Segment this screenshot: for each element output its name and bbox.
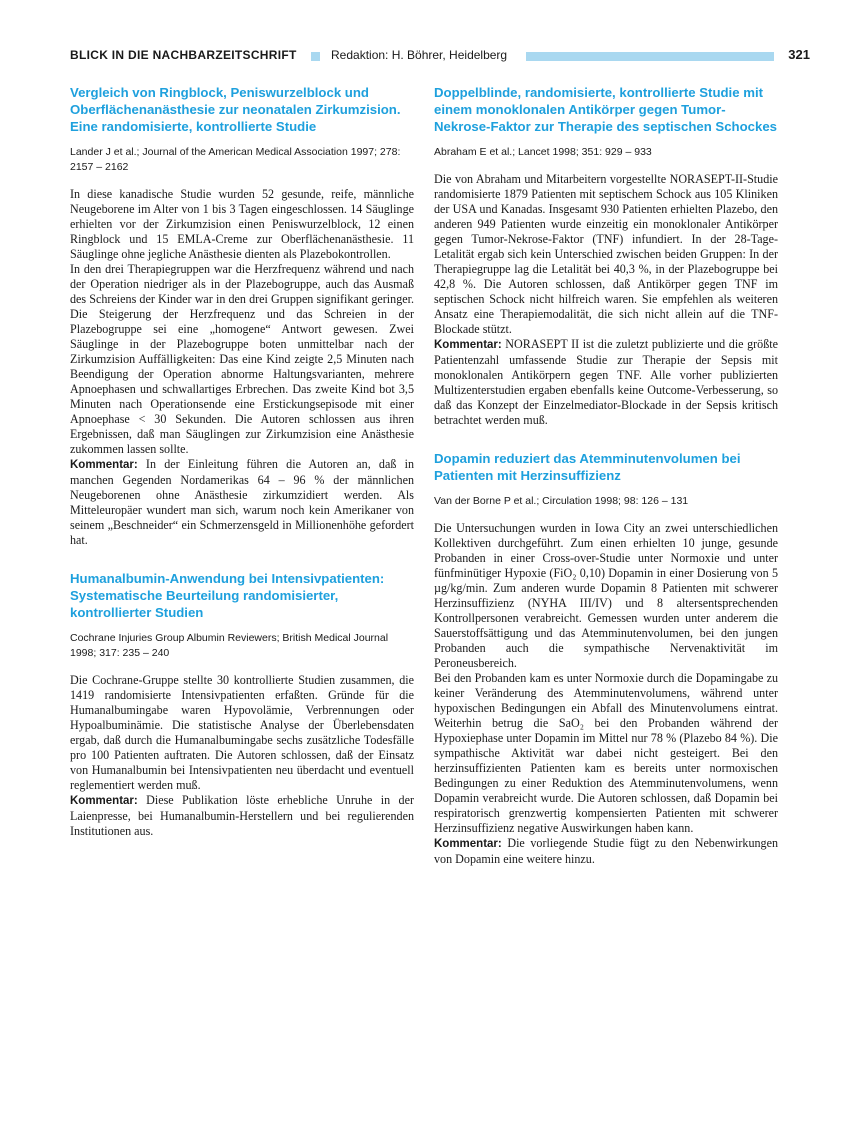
editor-credit: Redaktion: H. Böhrer, Heidelberg — [331, 48, 508, 62]
article-dopamin — [434, 450, 778, 867]
article-paragraph: In den drei Therapiegruppen war die Herzfrequenz während und nach der Operation niedriger als in der Plazebogruppe, auch das Ausmaß des Schreiens der Kinder war in den drei Gruppen signifikant geringer. Die Steigerung der Herzfrequenz und das Schreien in der Plazebogruppe sei eine „homogene“ Antwort gewesen. Zwei Säuglinge in der Plazebogruppe boten unmittelbar nach der Zirkumzision Auffälligkeiten: Das eine Kind zeigte 2,5 Minuten nach Beendigung der Operation abnorme Haltungsvarianten, mehrere Apnoephasen und schwallartiges Erbrechen. Das zweite Kind bot 3,5 Minuten nach Operationsende eine Erstickungsepisode mit einer Apnoephase < 30 Sekunden. Die Autoren schlossen aus ihren Ergebnissen, daß man Säuglingen zur Zirkumzision eine Anästhesie zukommen lassen sollte. — [70, 262, 414, 456]
article-norasept — [434, 84, 778, 428]
article-paragraph: Die Cochrane-Gruppe stellte 30 kontrollierte Studien zusammen, die 1419 randomisierte Intensivpatienten erfaßten. Gründe für die Humanalbumingabe waren Hypovolämie, Verbrennungen oder Hypoalbuminämie. Die statistische Analyse der Überlebensdaten ergab, daß durch die Humanalbumingabe sechs zusätzliche Todesfälle pro 100 Patienten auftraten. Die Autoren schlossen, daß der Einsatz von Humanalbumin bei Intensivpatienten neu überdacht und eventuell reglementiert werden muß. — [70, 673, 414, 792]
article-paragraph: Die von Abraham und Mitarbeitern vorgestellte NORASEPT-II-Studie randomisierte 1879 Patienten mit septischem Schock aus 105 Kliniken der USA und Kanadas. Insgesamt 930 Patienten erhielten Plazebo, den anderen 949 Patienten wurde einzeitig ein monoklonaler Antikörper gegen Tumor-Nekrose-Faktor (TNF) infundiert. In der 28-Tage-Letalität ergab sich kein Unterschied zwischen beiden Gruppen: In der Therapiegruppe lag die Letalität bei 40,3 %, in der Plazebogruppe bei 42,8 %. Die Autoren schlossen, daß Antikörper gegen TNF im septischen Schock nicht hilfreich waren. Sie empfehlen als weiteren Ansatz eine Therapiemodalität, die sich nicht allein auf die TNF-Blockade stützt. — [434, 172, 778, 336]
article-comment — [434, 337, 778, 428]
comment-label: Kommentar: — [70, 795, 138, 807]
article-paragraph: Bei den Probanden kam es unter Normoxie durch die Dopamingabe zu keiner Veränderung des Atemminutenvolumens, während unter hypoxischen Bedingungen ein Abfall des Minutenvolumens eintrat. Weiterhin betrug die SaO₂ bei den Probanden während der Hypoxiephase unter Dopamin im Mittel nur 78 % (Plazebo 84 %). Die sympathische Aktivität war dabei nicht gesteigert. Bei den herzinsuffizienten Patienten kam es bereits unter normoxischen Bedingungen zu einer Reduktion des Atemminutenvolumens, wenn Dopamin verabreicht wurde. Die Autoren schlossen, daß Dopamin bei respiratorisch grenzwertig kompensierten Patienten mit schwerer Herzinsuffizienz negative Auswirkungen haben kann. — [434, 671, 778, 835]
article-citation: Lander J et al.; Journal of the American Medical Association 1997; 278: 2157 – 2162 — [70, 146, 401, 173]
article-citation: Van der Borne P et al.; Circulation 1998; 98: 126 – 131 — [434, 495, 689, 507]
comment-text: Die vorliegende Studie fügt zu den Nebenwirkungen von Dopamin eine weitere hinzu. — [434, 836, 778, 866]
article-ringblock — [70, 84, 414, 548]
article-title: Humanalbumin-Anwendung bei Intensivpatienten: Systematische Beurteilung randomisierter, kontrollierter Studien — [70, 571, 385, 620]
article-comment — [70, 793, 414, 839]
section-title: BLICK IN DIE NACHBARZEITSCHRIFT — [70, 48, 297, 62]
article-comment — [434, 836, 778, 867]
article-title: Dopamin reduziert das Atemminutenvolumen bei Patienten mit Herzinsuffizienz — [434, 451, 741, 483]
article-citation: Abraham E et al.; Lancet 1998; 351: 929 – 933 — [434, 146, 652, 158]
comment-label: Kommentar: — [434, 838, 502, 850]
header-rule-bar — [526, 52, 774, 61]
left-column — [70, 84, 414, 861]
header-square-mark — [311, 52, 320, 61]
comment-text: Diese Publikation löste erhebliche Unruhe in der Laienpresse, bei Humanalbumin-Herstellern und bei regulierenden Institutionen aus. — [70, 793, 414, 838]
comment-label: Kommentar: — [70, 459, 138, 471]
article-citation: Cochrane Injuries Group Albumin Reviewers; British Medical Journal 1998; 317: 235 – 240 — [70, 632, 389, 659]
running-header — [70, 46, 810, 66]
article-comment — [70, 457, 414, 548]
comment-label: Kommentar: — [434, 339, 502, 351]
article-paragraph: Die Untersuchungen wurden in Iowa City an zwei unterschiedlichen Kollektiven durchgeführt. Zum einen erhielten 10 junge, gesunde Probanden in einer Cross-over-Studie unter Normoxie und unter fünfminütiger Hypoxie (FiO₂ 0,10) Dopamin in einer Dosierung von 5 µg/kg/min. Zum anderen wurde Dopamin 8 Patienten mit schwerer Herzinsuffizienz (NYHA III/IV) und 8 altersentsprechenden Kontrollpersonen verabreicht. Gemessen wurden unter anderem die Sauerstoffsättigung und das Atemminutenvolumen, bei den jungen Probanden auch die sympathische Nervenaktivität im Peroneusbereich. — [434, 521, 778, 670]
article-humanalbumin — [70, 570, 414, 839]
article-paragraph: In diese kanadische Studie wurden 52 gesunde, reife, männliche Neugeborene im Alter von 1 bis 3 Tagen eingeschlossen. 14 Säuglinge erhielten vor der Zirkumzision einen Peniswurzelblock, 12 einen Ringblock und 15 EMLA-Creme zur Oberflächenanästhesie. 11 Säuglinge ohne jegliche Anästhesie dienten als Plazebokontrollen. — [70, 187, 414, 261]
page-number: 321 — [788, 47, 810, 62]
article-title: Doppelblinde, randomisierte, kontrollierte Studie mit einem monoklonalen Antikörper gegen Tumor-Nekrose-Faktor zur Therapie des septischen Schockes — [434, 85, 778, 134]
comment-text: In der Einleitung führen die Autoren an, daß in manchen Gegenden Nordamerikas 64 – 96 % der männlichen Neugeborenen ohne Anästhesie zirkumzidiert werden. Als Mitteleuropäer wundert man sich, warum noch kein Amerikaner von seinem „Beschneider“ ein Schmerzensgeld in Millionenhöhe gefordert hat. — [70, 457, 414, 547]
article-title: Vergleich von Ringblock, Peniswurzelblock und Oberflächenanästhesie zur neonatalen Zirkumzision. Eine randomisierte, kontrollierte Studie — [70, 85, 401, 134]
comment-text: NORASEPT II ist die zuletzt publizierte und die größte Patientenzahl umfassende Studie zur Therapie der Sepsis mit monoklonalen Antikörpern gegen TNF. Alle vorher publizierten Multizenterstudien ergaben ebenfalls keine Outcome-Verbesserung, so daß das Konzept der Einzelmediator-Blockade in der Sepsis kritisch betrachtet werden muß. — [434, 337, 778, 427]
right-column — [434, 84, 778, 889]
